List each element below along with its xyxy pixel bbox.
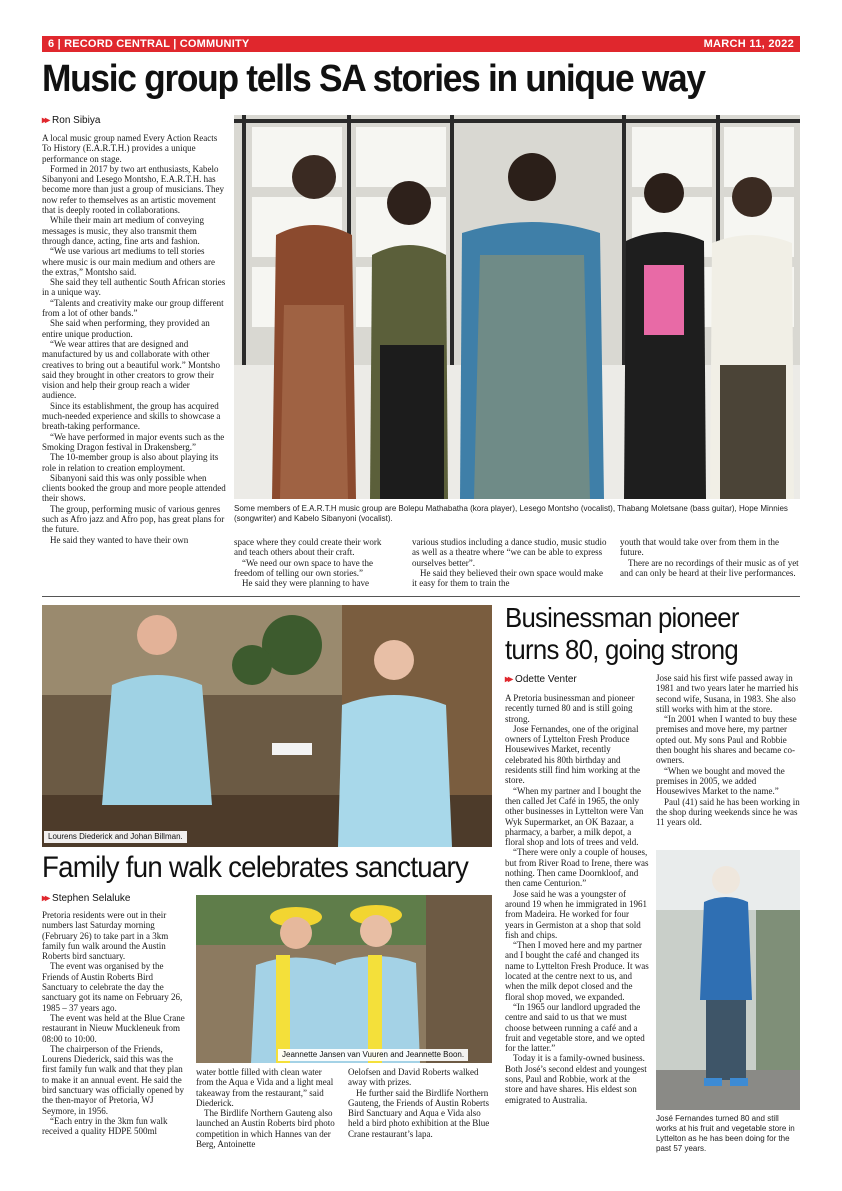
paragraph: Jose said he was a youngster of around 19 when he immigrated in 1961 from Madeira. He worked for four years in Germiston at a shop that sold fish and chips.	[505, 888, 647, 940]
byline-name: Odette Venter	[515, 674, 577, 685]
paragraph: He further said the Birdlife Northern Gauteng, the Friends of Austin Roberts Bird Sanctuary and Aqua e Vida also held a bird photo exhibition at the Blue Crane restaurant’s lapa.	[348, 1087, 490, 1139]
byline-arrow-icon: ▸▸	[42, 893, 49, 904]
paragraph: The event was organised by the Friends of Austin Roberts Bird Sanctuary to celebrate the day the sanctuary got its name on February 26, 1985 – 37 years ago.	[42, 961, 183, 1013]
paragraph: “We use various art mediums to tell stories where music is our main medium and others are the extras,” Montsho said.	[42, 246, 215, 277]
paragraph: “We wear attires that are designed and manufactured by us and collaborate with other creatives to bring out a beautiful work.” Montsho said they brought in other creators to grow their vision and help their group reach a wider audience.	[42, 338, 220, 401]
paragraph: water bottle filled with clean water from the Aqua e Vida and a light meal takeaway from the restaurant,” said Diederick.	[196, 1067, 334, 1108]
paragraph: “There were only a couple of houses, but from River Road to Irene, there was nothing. Then came Doornkloof, and then came Centurion.”	[505, 847, 649, 889]
paragraph: A Pretoria businessman and pioneer recently turned 80 and is still going strong.	[505, 693, 635, 724]
paragraph: The Birdlife Northern Gauteng also launched an Austin Roberts bird photo competition in which Hannes van der Berg, Antoinette	[196, 1108, 335, 1150]
story2-column-3	[348, 1067, 494, 1161]
headline-music-group: Music group tells SA stories in unique way	[42, 58, 705, 100]
byline-odette-venter	[505, 674, 577, 685]
byline-arrow-icon: ▸▸	[42, 115, 49, 126]
paragraph: He said they believed their own space would make it easy for them to train the	[412, 567, 603, 589]
fun-walk-photo-illustration	[42, 605, 492, 847]
paragraph: A local music group named Every Action Reacts To History (E.A.R.T.H.) provides a unique performance on stage.	[42, 133, 218, 164]
paragraph: youth that would take over from them in the future.	[620, 537, 779, 558]
headline-businessman-line1: Businessman pioneer	[505, 602, 739, 633]
story3-column-1	[505, 693, 649, 1159]
jeannettes-photo-caption: Jeannette Jansen van Vuuren and Jeannette Boon.	[278, 1049, 468, 1061]
issue-date: MARCH 11, 2022	[703, 38, 794, 50]
story2-column-2	[196, 1067, 340, 1161]
paragraph: Since its establishment, the group has acquired much-needed experience and skills to showcase a breath-taking performance.	[42, 400, 221, 432]
story2-column-1	[42, 910, 186, 1160]
band-photo-illustration	[234, 115, 800, 499]
paragraph: He said they wanted to have their own	[50, 534, 189, 545]
paragraph: The group, performing music of various genres such as Afro jazz and Afro pop, has great plans for the future.	[42, 503, 225, 535]
paragraph: The 10-member group is also about playing its role in relation to creation employment.	[42, 452, 219, 473]
paragraph: “In 2001 when I wanted to buy these premises and move here, my partner opted out. My sons Paul and Robbie then bought his shares and became co-owners.	[656, 714, 797, 766]
paragraph: Pretoria residents were out in their numbers last Saturday morning (February 26) to take part in a 3km family fun walk around the Austin Roberts bird sanctuary.	[42, 910, 169, 962]
paragraph: The event was held at the Blue Crane restaurant in Nieuw Muckleneuk from 08:00 to 10:00.	[42, 1012, 185, 1044]
paragraph: Formed in 2017 by two art enthusiasts, Kabelo Sibanyoni and Lesego Montsho, E.A.R.T.H. has become more than just a group of musicians. They now refer to themselves as an artistic movement that is deeply rooted in collaborations.	[42, 163, 225, 216]
story1-column-2	[234, 537, 394, 589]
paragraph: He said they were planning to have	[242, 578, 369, 589]
paragraph: various studios including a dance studio, music studio as well as a theatre where “we can be able to express ourselves better”.	[412, 537, 607, 568]
byline-name: Ron Sibiya	[52, 115, 101, 126]
story3-column-2	[656, 673, 800, 841]
paragraph: “When we bought and moved the premises in 2005, we added Housewives Market to the name.”	[656, 765, 785, 797]
page-header-bar	[42, 36, 800, 52]
paragraph: Sibanyoni said this was only possible when clients booked the group and more people attended their shows.	[42, 472, 226, 504]
paragraph: “Each entry in the 3km fun walk received a quality HDPE 500ml	[42, 1115, 168, 1137]
jeannettes-photo-illustration	[196, 895, 492, 1063]
paragraph: Oelofsen and David Roberts walked away with prizes.	[348, 1067, 479, 1088]
byline-name: Stephen Selaluke	[52, 893, 131, 904]
jose-fernandes-photo-illustration	[656, 850, 800, 1110]
paragraph: The chairperson of the Friends, Lourens Diederick, said this was the first family fun walk and that they plan to make it an annual event. He said the bird sanctuary was officially opened by the then-mayor of Pretoria, WJ Seymore, in 1956.	[42, 1043, 185, 1116]
headline-fun-walk: Family fun walk celebrates sanctuary	[42, 851, 469, 884]
byline-stephen-selaluke	[42, 893, 130, 904]
paragraph: Jose Fernandes, one of the original owners of Lyttelton Fresh Produce Housewives Market, recently celebrated his 80th birthday and residents still find him working at the store.	[505, 723, 640, 786]
paragraph: Today it is a family-owned business. Both José’s second eldest and youngest sons, Paul and Robbie, work at the store and have shares. His eldest son emigrated to Australia.	[505, 1053, 647, 1105]
paragraph: While their main art medium of conveying messages is music, they also transmit them through dance, acting, fine arts and fashion.	[42, 215, 204, 246]
paragraph: “In 1965 our landlord upgraded the centre and said to us that we must choose between running a café and a fruit and vegetable store, and we opted for the latter.”	[505, 1001, 645, 1054]
paragraph: Jose said his first wife passed away in 1981 and two years later he married his second wife, Susana, in 1983. She also still works with him at the store.	[656, 673, 799, 714]
paragraph: “When my partner and I bought the then called Jet Café in 1965, the only other businesses in Lyttelton were Van Wyk Supermarket, an OK Bazaar, a pharmacy, a barber, a milk depot, a floral shop and lots of trees and veld.	[505, 785, 644, 848]
story1-column-4	[620, 537, 800, 589]
band-photo	[234, 115, 800, 499]
headline-businessman-line2: turns 80, going strong	[505, 634, 738, 665]
paragraph: “Talents and creativity make our group different from a lot of other bands.”	[42, 297, 224, 319]
band-photo-caption: Some members of E.A.R.T.H music group are Bolepu Mathabatha (kora player), Lesego Montsho (vocalist), Thabang Moletsane (bass guitar), Hope Minnies (songwriter) and Kabelo Sibanyoni (vocalist).	[234, 504, 788, 523]
story1-column-1	[42, 133, 226, 588]
section-label: 6 | RECORD CENTRAL | COMMUNITY	[48, 38, 250, 50]
paragraph: There are no recordings of their music as of yet and can only be heard at their live performances.	[620, 557, 799, 578]
paragraph: She said they tell authentic South African stories in a unique way.	[42, 277, 226, 298]
paragraph: space where they could create their work and teach others about their craft.	[234, 537, 382, 558]
section-divider	[42, 596, 800, 597]
byline-ron-sibiya	[42, 115, 100, 126]
fun-walk-photo-caption: Lourens Diederick and Johan Billman.	[44, 831, 187, 843]
paragraph: Paul (41) said he has been working in the shop during weekends since he was 11 years old.	[656, 796, 800, 828]
paragraph: “Then I moved here and my partner and I bought the café and changed its name to Lyttelton Fresh Produce. It was located at the centre next to us, and when the milk depot closed and the floral shop moved, we expanded.	[505, 940, 649, 1002]
jeannettes-photo	[196, 895, 492, 1063]
story1-column-3	[412, 537, 608, 589]
paragraph: She said when performing, they provided an entire unique production.	[42, 318, 210, 339]
jose-fernandes-photo	[656, 850, 800, 1110]
jose-fernandes-caption: José Fernandes turned 80 and still works at his fruit and vegetable store in Lyttelton as he has been doing for the past 57 years.	[656, 1114, 795, 1153]
byline-arrow-icon: ▸▸	[505, 674, 512, 685]
paragraph: “We need our own space to have the freedom of telling our own stories.”	[234, 557, 373, 578]
fun-walk-photo	[42, 605, 492, 847]
paragraph: “We have performed in major events such as the Smoking Dragon festival in Drakensberg.”	[42, 431, 225, 452]
